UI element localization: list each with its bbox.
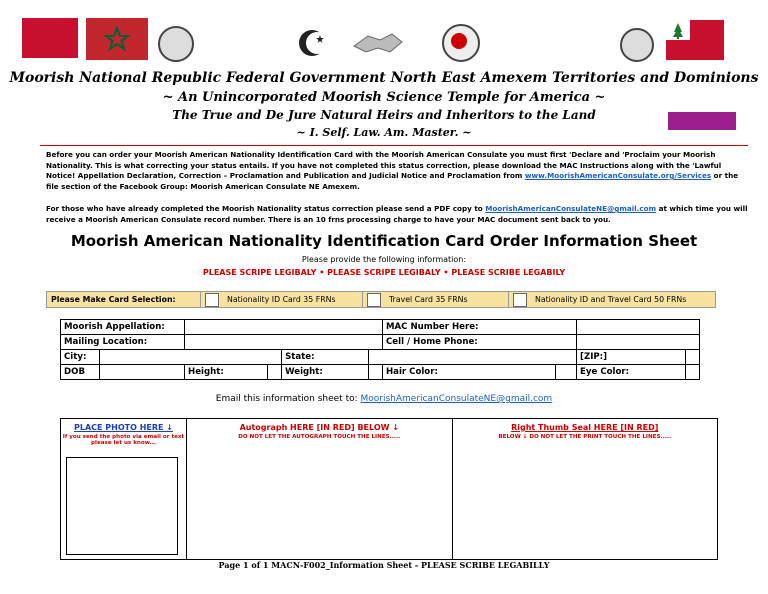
city-field[interactable]	[100, 350, 282, 365]
card-selection-bar	[46, 291, 716, 308]
page-title: Moorish American Nationality Identification Card Order Information Sheet	[70, 232, 698, 250]
intro-paragraph-2	[46, 204, 748, 225]
header-divider	[40, 145, 748, 146]
dob-field[interactable]	[100, 365, 185, 380]
handshake-icon	[352, 30, 404, 56]
intro-paragraph-1	[46, 150, 748, 192]
state-label: State:	[282, 350, 369, 365]
mac-number-field[interactable]	[577, 320, 700, 335]
header-line-3: The True and De Jure Natural Heirs and Inheritors to the Land	[172, 108, 596, 122]
email-prefix: Email this information sheet to:	[215, 394, 358, 404]
seal-emblem-icon	[158, 26, 194, 62]
checkbox-nationality-id[interactable]	[205, 293, 219, 307]
eye-field[interactable]	[686, 365, 700, 380]
mailing-field[interactable]	[185, 335, 383, 350]
height-field[interactable]	[268, 365, 282, 380]
intro-p1-text: Before you can order your Moorish American Nationality Identification Card with the Moorish American Consulate you must first 'Declare and 'Proclaim your Moorish Nationality. This is what correcting your status entails. If you have not completed this status correction, please download the MAC Instructions along with the 'Lawful Notice! Appellation Declaration, Correction – Proclamation and Publication and Judicial Notice and Proclamation from	[46, 150, 722, 180]
mac-number-label: MAC Number Here:	[382, 320, 576, 335]
photo-box	[61, 419, 187, 559]
header-line-4: ~ I. Self. Law. Am. Master. ~	[296, 126, 472, 139]
header-line-1: Moorish National Republic Federal Government North East Amexem Territories and Dominions	[9, 70, 759, 86]
page-subtitle: Please provide the following information:	[301, 255, 467, 264]
option-nationality-id: Nationality ID Card 35 FRNs	[223, 292, 363, 307]
signature-boxes	[60, 418, 718, 560]
info-form-table	[60, 319, 700, 380]
state-field[interactable]	[369, 350, 577, 365]
zip-field[interactable]	[686, 350, 700, 365]
eagle-seal-icon	[620, 28, 654, 62]
card-selection-label: Please Make Card Selection:	[47, 292, 201, 307]
morocco-flag-icon	[86, 18, 148, 60]
services-link[interactable]: www.MoorishAmericanConsulate.org/Services	[524, 171, 712, 180]
appellation-field[interactable]	[185, 320, 383, 335]
thumb-note: BELOW ↓ DO NOT LET THE PRINT TOUCH THE LINES.....	[498, 434, 672, 440]
photo-placeholder[interactable]	[66, 457, 178, 555]
option-travel-card: Travel Card 35 FRNs	[385, 292, 509, 307]
thumb-title: Right Thumb Seal HERE [IN RED]	[511, 423, 659, 432]
weight-field[interactable]	[369, 365, 383, 380]
email-address-link[interactable]: MoorishAmericanConsulateNE@gmail.com	[360, 394, 553, 404]
autograph-box[interactable]	[187, 419, 453, 559]
photo-note: If you send the photo via email or text please let us know...	[62, 434, 185, 446]
mailing-label: Mailing Location:	[61, 335, 185, 350]
new-england-flag-icon	[666, 20, 724, 60]
legibility-warning: PLEASE SCRIPE LEGIBALY • PLEASE SCRIPE LEGIBALY • PLEASE SCRIBE LEGABILY	[202, 268, 566, 277]
zip-label: [ZIP:]	[577, 350, 686, 365]
intro-p1-tail: or the file section of the Facebook Group: Moorish American Consulate NE Amexem.	[46, 171, 739, 191]
consulate-email-link[interactable]: MoorishAmericanConsulateNE@gmail.com	[485, 204, 657, 213]
hair-field[interactable]	[556, 365, 577, 380]
appellation-label: Moorish Appellation:	[61, 320, 185, 335]
page-footer: Page 1 of 1 MACN-F002_Information Sheet - PLEASE SCRIBE LEGABILLY	[218, 560, 550, 570]
eye-label: Eye Color:	[577, 365, 686, 380]
thumb-seal-box[interactable]	[453, 419, 718, 559]
checkbox-travel-card[interactable]	[367, 293, 381, 307]
crescent-star-icon	[296, 26, 330, 60]
weight-label: Weight:	[282, 365, 369, 380]
header-line-2: ~ An Unincorporated Moorish Science Temple for America ~	[162, 90, 606, 105]
red-flag-icon	[22, 18, 78, 58]
intro-p2-text: For those who have already completed the Moorish Nationality status correction please send a PDF copy to	[46, 204, 483, 213]
photo-title: PLACE PHOTO HERE ↓	[74, 423, 173, 432]
city-label: City:	[61, 350, 100, 365]
email-instruction	[0, 394, 768, 404]
option-both-cards: Nationality ID and Travel Card 50 FRNs	[535, 295, 687, 304]
dob-label: DOB	[61, 365, 100, 380]
hair-label: Hair Color:	[382, 365, 555, 380]
intro-p2-tail: at which time you will receive a Moorish American Consulate record number. There is an 10 frns processing charge to have your MAC document sent back to you.	[46, 204, 748, 224]
temple-seal-icon	[442, 24, 480, 62]
autograph-note: DO NOT LET THE AUTOGRAPH TOUCH THE LINES.....	[238, 434, 401, 440]
height-label: Height:	[185, 365, 268, 380]
checkbox-both-cards[interactable]	[513, 293, 527, 307]
autograph-title: Autograph HERE [IN RED] BELOW ↓	[239, 423, 399, 432]
phone-field[interactable]	[577, 335, 700, 350]
phone-label: Cell / Home Phone:	[382, 335, 576, 350]
